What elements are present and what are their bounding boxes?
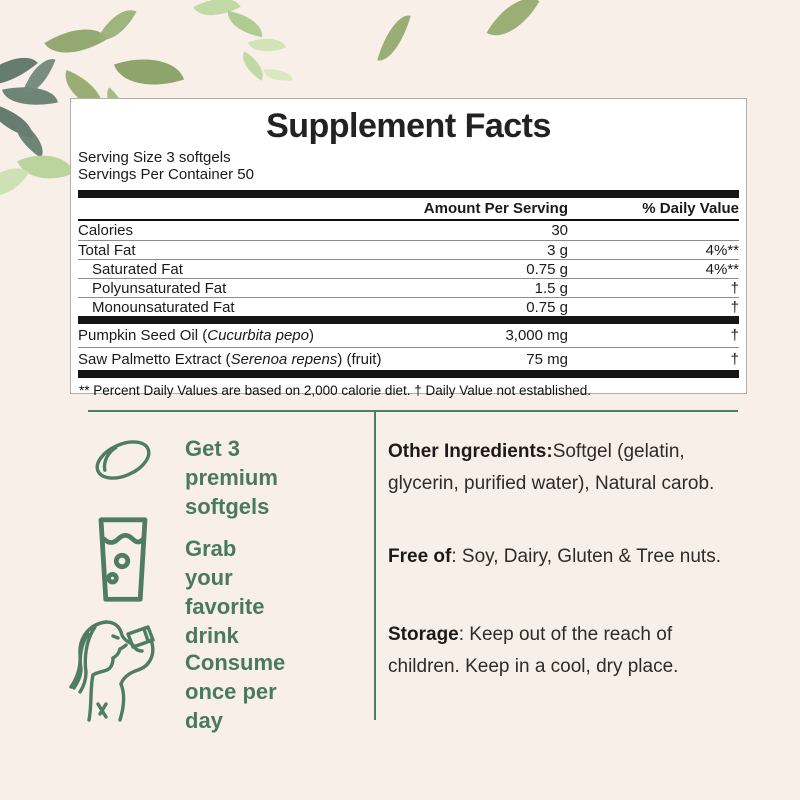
latin-name: Serenoa repens: [230, 350, 338, 368]
nutrient-name: Total Fat: [78, 241, 136, 259]
glass-icon: [94, 516, 152, 604]
fact-row-total-fat: [78, 240, 739, 259]
instruction-label-line: softgels: [185, 494, 270, 519]
leaf-icon: [97, 1, 136, 48]
nutrient-dv: †: [730, 279, 739, 297]
thick-divider-bar: [78, 370, 739, 378]
nutrient-dv: 4%**: [705, 260, 739, 278]
instruction-label-line: once per day: [185, 679, 277, 733]
leaf-icon: [236, 51, 270, 80]
fact-row-calories: [78, 221, 739, 240]
daily-value-footnote: ** Percent Daily Values are based on 2,000 calorie diet. † Daily Value not established.: [79, 383, 592, 398]
leaf-icon: [114, 45, 184, 98]
nutrient-amount: 0.75 g: [526, 298, 568, 316]
nutrient-amount: 30: [551, 222, 568, 239]
supplement-facts-title: Supplement Facts: [266, 107, 551, 145]
column-amount-per-serving: Amount Per Serving: [423, 200, 568, 217]
other-ingredients-label: Other Ingredients:: [388, 441, 553, 462]
free-of-text: : Soy, Dairy, Gluten & Tree nuts.: [451, 546, 721, 567]
instruction-label-line: Consume: [185, 650, 286, 675]
facts-header-row: [78, 198, 739, 221]
fact-row-pumpkin-seed-oil: Pumpkin Seed Oil (Cucurbita pepo) 3,000 mg †: [78, 327, 739, 344]
fact-row-saturated-fat: [78, 259, 739, 278]
nutrient-dv: 4%**: [705, 241, 739, 259]
ingredient-dv: †: [730, 350, 739, 368]
nutrient-name: Saturated Fat: [92, 260, 183, 278]
section-divider-horizontal: [88, 410, 738, 412]
nutrient-amount: 1.5 g: [534, 279, 568, 297]
storage-text: : Keep out of the reach of children. Keep in a cool, dry place.: [388, 624, 679, 677]
leaf-icon: [17, 142, 75, 193]
serving-size: Serving Size 3 softgels: [78, 149, 231, 166]
storage-block: [388, 619, 740, 683]
nutrient-amount: 3 g: [547, 241, 568, 259]
supplement-facts-panel: [70, 98, 747, 398]
leaf-icon: [487, 0, 540, 48]
nutrient-amount: 0.75 g: [526, 260, 568, 278]
fact-row-saw-palmetto: Saw Palmetto Extract (Serenoa repens) (fruit) 75 mg †: [78, 347, 739, 370]
nutrient-name: Calories: [78, 222, 134, 239]
free-of-label: Free of: [388, 546, 452, 567]
instruction-label-line: Get 3 premium: [185, 436, 278, 490]
latin-name: Cucurbita pepo: [207, 327, 309, 344]
other-ingredients-block: [388, 436, 740, 500]
woman-drinking-icon: [62, 614, 174, 726]
section-divider-vertical: [374, 410, 376, 720]
thick-divider-bar: [78, 190, 739, 198]
leaf-icon: [263, 67, 292, 84]
instruction-label-line: favorite drink: [185, 594, 265, 648]
thick-divider-bar: [78, 316, 739, 324]
instruction-label-line: Grab your: [185, 536, 237, 590]
leaf-icon: [377, 10, 411, 65]
ingredient-name: Saw Palmetto Extract (: [78, 350, 231, 368]
storage-label: Storage: [388, 624, 459, 645]
nutrient-name: Monounsaturated Fat: [92, 298, 235, 316]
fact-row-monounsaturated-fat: [78, 297, 739, 316]
ingredient-name: Pumpkin Seed Oil (: [78, 327, 208, 344]
column-daily-value: % Daily Value: [642, 200, 739, 217]
nutrient-dv: †: [730, 298, 739, 316]
ingredient-amount: 3,000 mg: [505, 327, 568, 344]
other-ingredients-text: Softgel (gelatin, glycerin, purified water), Natural carob.: [388, 441, 715, 494]
ingredient-amount: 75 mg: [526, 350, 568, 368]
servings-per-container: Servings Per Container 50: [78, 166, 254, 183]
nutrient-name: Polyunsaturated Fat: [92, 279, 227, 297]
fact-row-polyunsaturated-fat: [78, 278, 739, 297]
softgel-icon: [90, 430, 156, 490]
free-of-block: [388, 541, 740, 573]
leaf-icon: [225, 11, 266, 37]
ingredient-dv: †: [730, 327, 739, 344]
